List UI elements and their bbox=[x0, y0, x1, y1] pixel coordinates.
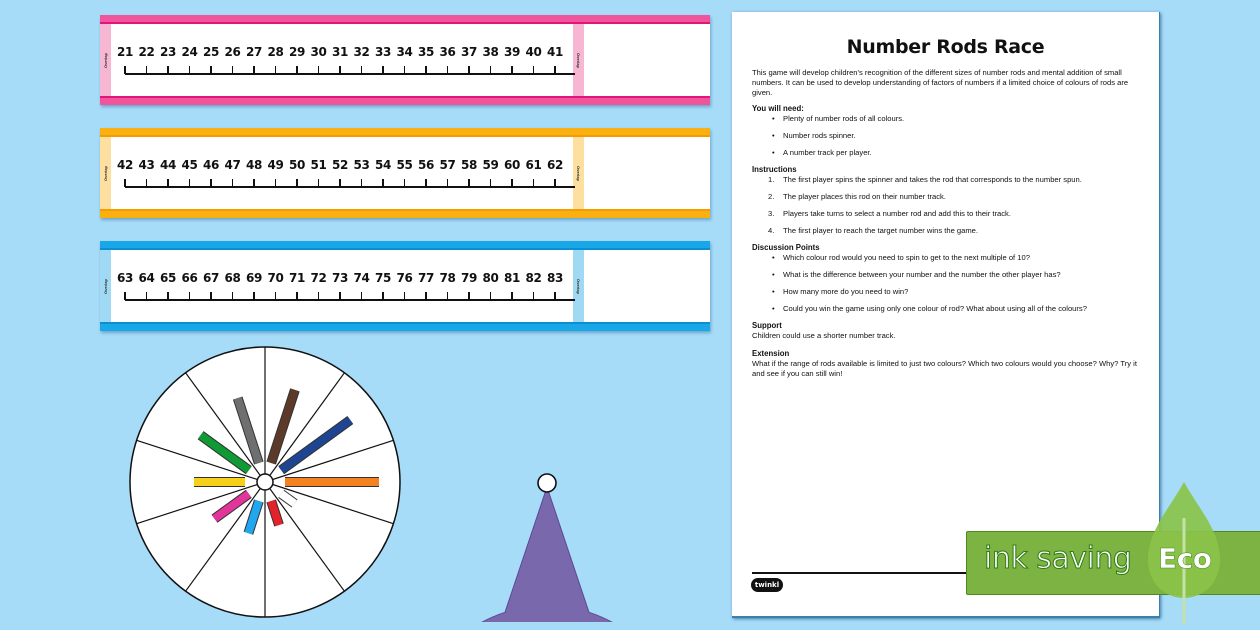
twinkl-logo: twinkl bbox=[751, 578, 783, 592]
number-label: 27 bbox=[245, 45, 263, 59]
number-line-axis bbox=[125, 299, 575, 301]
instructions-list bbox=[768, 174, 1139, 236]
number-label: 82 bbox=[525, 271, 542, 285]
number-label: 60 bbox=[503, 158, 521, 172]
number-strip-3 bbox=[100, 241, 710, 331]
list-item: • A number track per player. bbox=[781, 148, 1139, 158]
overlap-label: Overlap bbox=[103, 278, 108, 294]
number-label: 70 bbox=[267, 271, 284, 285]
list-item: • What is the difference between your number and the number the other player has? bbox=[781, 270, 1139, 280]
number-label: 79 bbox=[460, 271, 478, 285]
list-item: 1. The first player spins the spinner and takes the rod that corresponds to the number spun. bbox=[768, 174, 1082, 184]
eco-label: Eco bbox=[1158, 542, 1212, 575]
number-label: 56 bbox=[417, 158, 435, 172]
overlap-tab-right bbox=[573, 137, 584, 209]
number-label: 77 bbox=[417, 271, 435, 285]
you-will-need-heading: You will need: bbox=[752, 103, 804, 113]
number-label: 30 bbox=[310, 45, 327, 59]
number-label: 28 bbox=[267, 45, 284, 59]
number-strip-2 bbox=[100, 128, 710, 218]
number-label: 45 bbox=[181, 158, 198, 172]
number-line bbox=[117, 271, 572, 301]
number-label: 53 bbox=[353, 158, 370, 172]
number-label: 57 bbox=[439, 158, 456, 172]
number-label: 69 bbox=[245, 271, 263, 285]
number-label: 67 bbox=[202, 271, 220, 285]
support-heading: Support bbox=[752, 320, 782, 330]
support-text: Children could use a shorter number track. bbox=[752, 330, 896, 340]
number-label: 41 bbox=[546, 45, 564, 59]
overlap-label: Overlap bbox=[576, 52, 581, 68]
number-label: 34 bbox=[396, 45, 413, 59]
number-label: 42 bbox=[116, 158, 134, 172]
extension-heading: Extension bbox=[752, 348, 790, 358]
number-label: 48 bbox=[245, 158, 263, 172]
discussion-list bbox=[781, 253, 1139, 314]
number-label: 37 bbox=[460, 45, 478, 59]
number-label: 61 bbox=[525, 158, 542, 172]
number-label: 83 bbox=[546, 271, 564, 285]
number-label: 66 bbox=[181, 271, 198, 285]
number-label: 43 bbox=[138, 158, 155, 172]
overlap-label: Overlap bbox=[576, 278, 581, 294]
number-label: 24 bbox=[181, 45, 198, 59]
number-label: 52 bbox=[331, 158, 349, 172]
number-label: 36 bbox=[439, 45, 456, 59]
number-label: 50 bbox=[288, 158, 306, 172]
number-label: 71 bbox=[288, 271, 306, 285]
number-label: 23 bbox=[159, 45, 177, 59]
number-label: 75 bbox=[374, 271, 392, 285]
number-label: 21 bbox=[116, 45, 134, 59]
strip-bottom-band bbox=[100, 209, 710, 218]
number-label: 80 bbox=[482, 271, 499, 285]
extension-text: What if the range of rods available is limited to just two colours? Which two colours would you choose? Why? Try it and see if you can still win! bbox=[752, 358, 1137, 379]
number-label: 55 bbox=[396, 158, 413, 172]
number-label: 54 bbox=[374, 158, 392, 172]
number-label: 31 bbox=[331, 45, 349, 59]
number-line-axis bbox=[125, 73, 575, 75]
number-label: 63 bbox=[116, 271, 134, 285]
spinner-graphic bbox=[128, 345, 402, 619]
number-label: 51 bbox=[310, 158, 327, 172]
spinner-cover-graphic bbox=[408, 344, 686, 622]
number-label: 78 bbox=[439, 271, 456, 285]
strip-bottom-band bbox=[100, 322, 710, 331]
number-label: 25 bbox=[202, 45, 220, 59]
overlap-tab-left bbox=[100, 24, 111, 96]
number-line-axis bbox=[125, 186, 575, 188]
list-item: • Number rods spinner. bbox=[781, 131, 1139, 141]
strip-bottom-band bbox=[100, 96, 710, 105]
number-label: 46 bbox=[202, 158, 220, 172]
number-label: 73 bbox=[331, 271, 349, 285]
list-item: • Plenty of number rods of all colours. bbox=[781, 114, 1139, 124]
ink-saving-label: ink saving bbox=[984, 541, 1132, 576]
number-label: 65 bbox=[159, 271, 177, 285]
number-label: 58 bbox=[460, 158, 478, 172]
number-label: 29 bbox=[288, 45, 306, 59]
instructions-page bbox=[732, 12, 1160, 618]
strip-top-band bbox=[100, 128, 710, 137]
list-item: • How many more do you need to win? bbox=[781, 287, 1139, 297]
overlap-tab-left bbox=[100, 250, 111, 322]
number-label: 32 bbox=[353, 45, 370, 59]
list-item: 2. The player places this rod on their number track. bbox=[768, 191, 946, 201]
number-label: 26 bbox=[224, 45, 241, 59]
strip-top-band bbox=[100, 15, 710, 24]
number-label: 38 bbox=[482, 45, 499, 59]
strip-top-band bbox=[100, 241, 710, 250]
number-label: 22 bbox=[138, 45, 155, 59]
instructions-heading: Instructions bbox=[752, 164, 797, 174]
you-will-need-list bbox=[781, 114, 1139, 158]
number-label: 59 bbox=[482, 158, 499, 172]
overlap-tab-right bbox=[573, 250, 584, 322]
intro-paragraph: This game will develop children's recognition of the different sizes of number rods and mental addition of small numbers. It can be used to develop understanding of factors of numbers if a limited choice of colours of rods are given. bbox=[752, 68, 1129, 98]
number-label: 47 bbox=[224, 158, 241, 172]
number-label: 40 bbox=[525, 45, 542, 59]
number-label: 68 bbox=[224, 271, 241, 285]
number-label: 76 bbox=[396, 271, 413, 285]
number-line bbox=[117, 158, 572, 188]
overlap-tab-left bbox=[100, 137, 111, 209]
number-label: 64 bbox=[138, 271, 155, 285]
list-item: • Which colour rod would you need to spin to get to the next multiple of 10? bbox=[781, 253, 1139, 263]
overlap-label: Overlap bbox=[103, 165, 108, 181]
number-strip-1 bbox=[100, 15, 710, 105]
number-label: 39 bbox=[503, 45, 521, 59]
number-label: 35 bbox=[417, 45, 435, 59]
number-label: 33 bbox=[374, 45, 392, 59]
number-rods-spinner bbox=[128, 345, 402, 619]
number-label: 81 bbox=[503, 271, 521, 285]
list-item: 3. Players take turns to select a number rod and add this to their track. bbox=[768, 208, 1011, 218]
number-label: 49 bbox=[267, 158, 284, 172]
overlap-label: Overlap bbox=[576, 165, 581, 181]
page-title: Number Rods Race bbox=[846, 36, 1045, 58]
overlap-label: Overlap bbox=[103, 52, 108, 68]
number-label: 72 bbox=[310, 271, 327, 285]
number-label: 62 bbox=[546, 158, 564, 172]
number-label: 74 bbox=[353, 271, 370, 285]
discussion-heading: Discussion Points bbox=[752, 242, 820, 252]
number-label: 44 bbox=[159, 158, 177, 172]
list-item: 4. The first player to reach the target number wins the game. bbox=[768, 225, 979, 235]
overlap-tab-right bbox=[573, 24, 584, 96]
number-line bbox=[117, 45, 572, 75]
list-item: • Could you win the game using only one colour of rod? What about using all of the colours? bbox=[781, 304, 1139, 314]
spinner-cover bbox=[408, 344, 686, 622]
